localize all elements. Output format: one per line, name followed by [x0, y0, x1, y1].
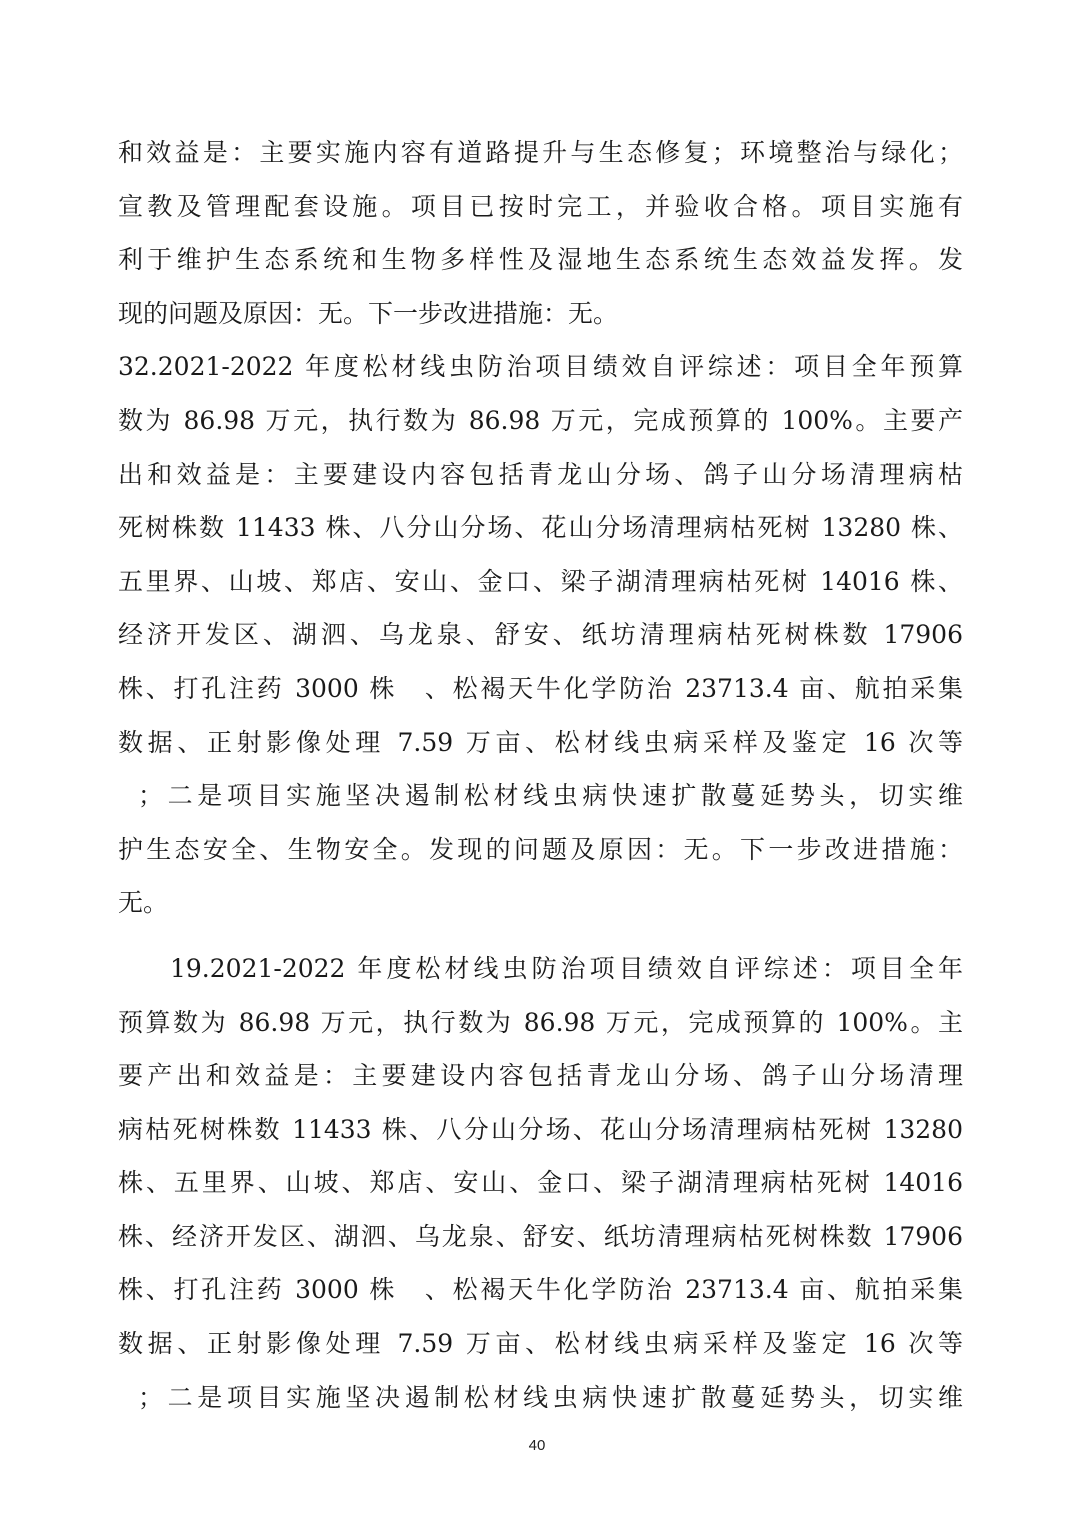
page-number: 40 — [528, 1437, 546, 1454]
paragraph-gap — [118, 930, 963, 942]
text-line: 株、五里界、山坡、郑店、安山、金口、梁子湖清理病枯死树 14016 — [118, 1168, 963, 1198]
text-line: 护生态安全、生物安全。发现的问题及原因：无。下一步改进措施： — [118, 834, 963, 864]
paragraph-continued — [118, 126, 963, 340]
text-line: 五里界、山坡、郑店、安山、金口、梁子湖清理病枯死树 14016 株、 — [118, 566, 963, 596]
text-line: 数为 86.98 万元，执行数为 86.98 万元，完成预算的 100%。主要产 — [118, 405, 963, 435]
text-line: 株、打孔注药 3000 株 、松褐天牛化学防治 23713.4 亩、航拍采集 — [118, 1275, 963, 1305]
text-line: 和效益是：主要实施内容有道路提升与生态修复；环境整治与绿化； — [118, 138, 963, 167]
text-line: 出和效益是：主要建设内容包括青龙山分场、鸽子山分场清理病枯 — [118, 459, 963, 489]
document-page — [118, 126, 963, 1424]
text-line: 数据、正射影像处理 7.59 万亩、松材线虫病采样及鉴定 16 次等 — [118, 1329, 963, 1359]
text-line: 无。 — [118, 888, 169, 918]
text-line: 19.2021-2022 年度松材线虫防治项目绩效自评综述：项目全年 — [170, 953, 963, 983]
text-line: 病枯死树株数 11433 株、八分山分场、花山分场清理病枯死树 13280 — [118, 1114, 963, 1144]
text-line: 利于维护生态系统和生物多样性及湿地生态系统生态效益发挥。发 — [118, 245, 963, 275]
text-line: 株、经济开发区、湖泗、乌龙泉、舒安、纸坊清理病枯死树株数 17906 — [118, 1221, 963, 1251]
text-line: ；二是项目实施坚决遏制松材线虫病快速扩散蔓延势头，切实维 — [138, 781, 963, 811]
text-line: 死树株数 11433 株、八分山分场、花山分场清理病枯死树 13280 株、 — [118, 513, 963, 543]
text-line: 32.2021-2022 年度松材线虫防治项目绩效自评综述：项目全年预算 — [118, 352, 963, 382]
text-line: 宣教及管理配套设施。项目已按时完工，并验收合格。项目实施有 — [118, 191, 963, 221]
text-line: 现的问题及原因：无。下一步改进措施：无。 — [118, 298, 619, 328]
text-line: 预算数为 86.98 万元，执行数为 86.98 万元，完成预算的 100%。主 — [118, 1007, 963, 1037]
text-line: ；二是项目实施坚决遏制松材线虫病快速扩散蔓延势头，切实维 — [138, 1382, 963, 1412]
text-line: 经济开发区、湖泗、乌龙泉、舒安、纸坊清理病枯死树株数 17906 — [118, 620, 963, 650]
text-line: 株、打孔注药 3000 株 、松褐天牛化学防治 23713.4 亩、航拍采集 — [118, 673, 963, 703]
paragraph-item-19 — [118, 942, 963, 1424]
paragraph-item-32 — [118, 340, 963, 930]
text-line: 数据、正射影像处理 7.59 万亩、松材线虫病采样及鉴定 16 次等 — [118, 727, 963, 757]
text-line: 要产出和效益是：主要建设内容包括青龙山分场、鸽子山分场清理 — [118, 1061, 963, 1091]
